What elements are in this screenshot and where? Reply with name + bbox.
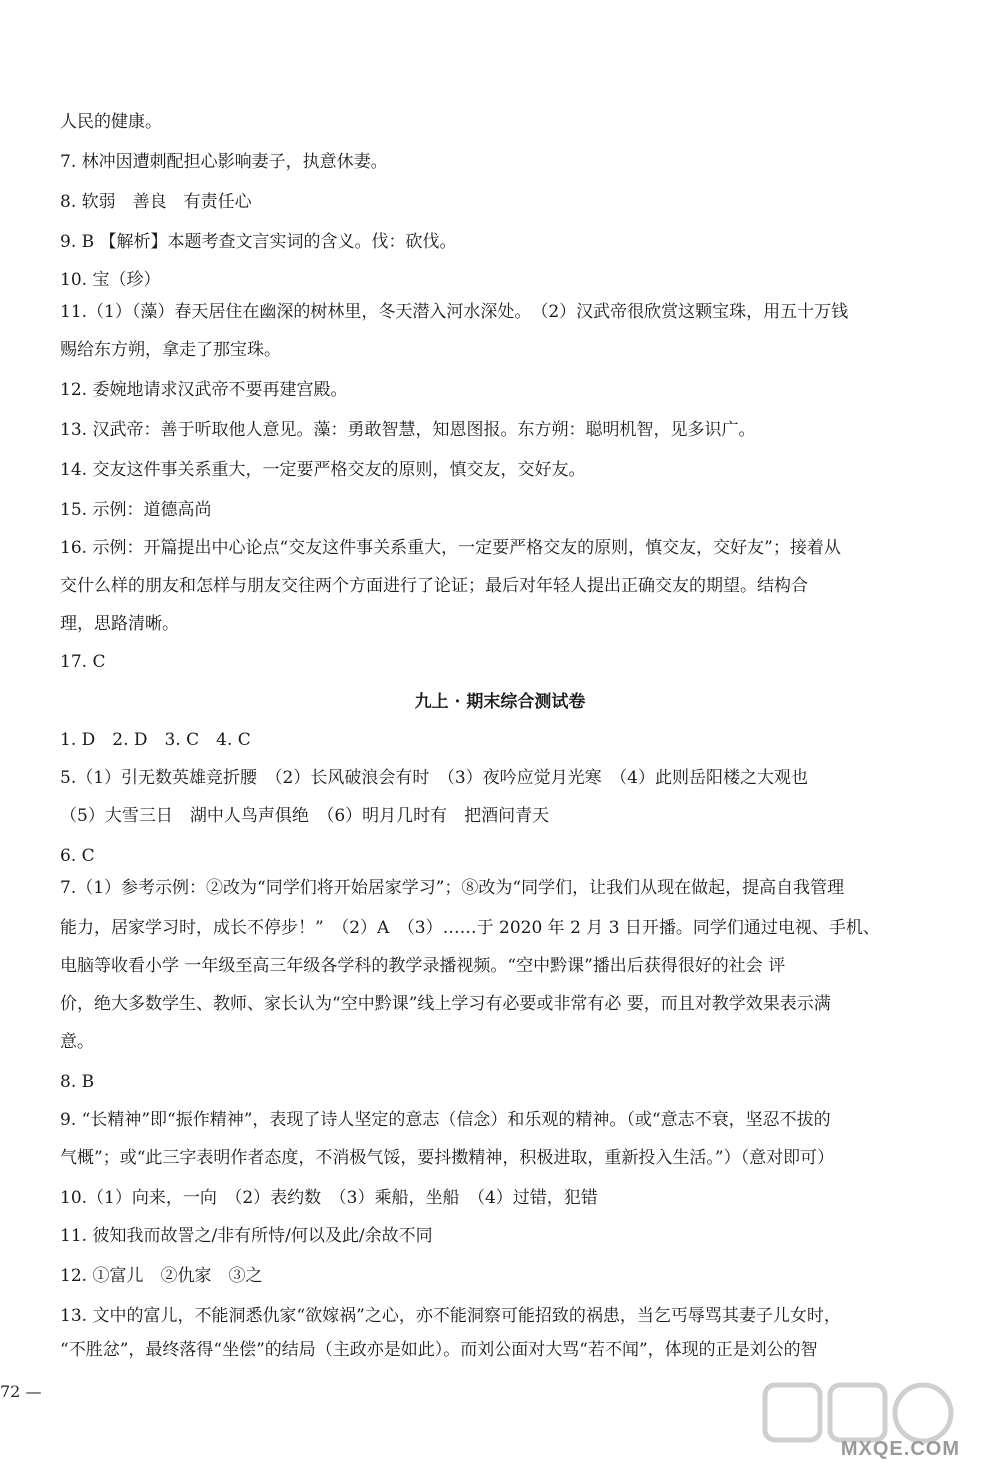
- answer-line: 7.（1）参考示例：②改为“同学们将开始居家学习”；⑧改为“同学们，让我们从现在做起，提高自我管理: [60, 878, 845, 898]
- answer-line: 6. C: [60, 846, 95, 866]
- answer-line: 17. C: [60, 652, 106, 672]
- answer-line: 气概”；或“此三字表明作者态度，不消极气馁，要抖擞精神，积极进取，重新投入生活。”）（意对即可）: [60, 1148, 835, 1168]
- answer-line: 10.（1）向来，一向 （2）表约数 （3）乘船，坐船 （4）过错，犯错: [60, 1188, 598, 1208]
- answer-line: 赐给东方朔，拿走了那宝珠。: [60, 340, 281, 360]
- answer-line: 5.（1）引无数英雄竞折腰 （2）长风破浪会有时 （3）夜吟应觉月光寒 （4）此则岳阳楼之大观也: [60, 768, 808, 788]
- answer-line: 13. 汉武帝：善于听取他人意见。藻：勇敢智慧，知恩图报。东方朔：聪明机智，见多识广。: [60, 420, 756, 440]
- section-title: 九上 · 期末综合测试卷: [414, 692, 586, 712]
- answer-line: 13. 文中的富儿，不能洞悉仇家“欲嫁祸”之心，亦不能洞察可能招致的祸患，当乞丐辱骂其妻子儿女时，: [60, 1306, 841, 1326]
- answer-line: 8. B: [60, 1072, 95, 1092]
- answer-line: 16. 示例：开篇提出中心论点“交友这件事关系重大，一定要严格交友的原则，慎交友，交好友”；接着从: [60, 538, 841, 558]
- answer-line: （5）大雪三日 湖中人鸟声俱绝 （6）明月几时有 把酒问青天: [60, 806, 550, 826]
- answer-line: 8. 软弱 善良 有责任心: [60, 192, 252, 212]
- answer-line: 1. D 2. D 3. C 4. C: [60, 730, 251, 750]
- answer-line: 11.（1）（藻）春天居住在幽深的树林里，冬天潜入河水深处。 （2）汉武帝很欣赏这颗宝珠，用五十万钱: [60, 302, 849, 322]
- answer-line: 人民的健康。: [60, 112, 162, 132]
- answer-line: 12. 委婉地请求汉武帝不要再建宫殿。: [60, 380, 348, 400]
- answer-line: 9. “长精神”即“振作精神”，表现了诗人坚定的意志（信念）和乐观的精神。（或“意志不衰，坚忍不拔的: [60, 1110, 831, 1130]
- answer-line: 意。: [60, 1032, 94, 1052]
- watermark-text: MXQE.COM: [840, 1438, 960, 1460]
- answer-line: 能力，居家学习时，成长不停步！” （2）A （3）……于 2020 年 2 月 3 日开播。同学们通过电视、手机、: [60, 918, 880, 938]
- answer-line: 12. ①富儿 ②仇家 ③之: [60, 1266, 263, 1286]
- answer-line: 价，绝大多数学生、教师、家长认为“空中黔课”线上学习有必要或非常有必 要，而且对教学效果表示满: [60, 994, 831, 1014]
- answer-line: 14. 交友这件事关系重大，一定要严格交友的原则，慎交友，交好友。: [60, 460, 586, 480]
- answer-line: 理，思路清晰。: [60, 614, 179, 634]
- answer-line: “不胜忿”，最终落得“坐偿”的结局（主政亦是如此）。而刘公面对大骂“若不闻”，体现的正是刘公的智: [60, 1340, 818, 1360]
- answer-line: 电脑等收看小学 一年级至高三年级各学科的教学录播视频。“空中黔课”播出后获得很好的社会 评: [60, 956, 786, 976]
- answer-line: 9. B 【解析】本题考查文言实词的含义。伐：砍伐。: [60, 232, 457, 252]
- answer-line: 15. 示例：道德高尚: [60, 500, 212, 520]
- page-number: 72 —: [0, 1382, 42, 1401]
- answer-line: 10. 宝（珍）: [60, 270, 161, 290]
- answer-line: 7. 林冲因遭刺配担心影响妻子，执意休妻。: [60, 152, 388, 172]
- answer-line: 交什么样的朋友和怎样与朋友交往两个方面进行了论证；最后对年轻人提出正确交友的期望。结构合: [60, 576, 808, 596]
- answer-line: 11. 彼知我而故詈之/非有所恃/何以及此/余故不同: [60, 1226, 433, 1246]
